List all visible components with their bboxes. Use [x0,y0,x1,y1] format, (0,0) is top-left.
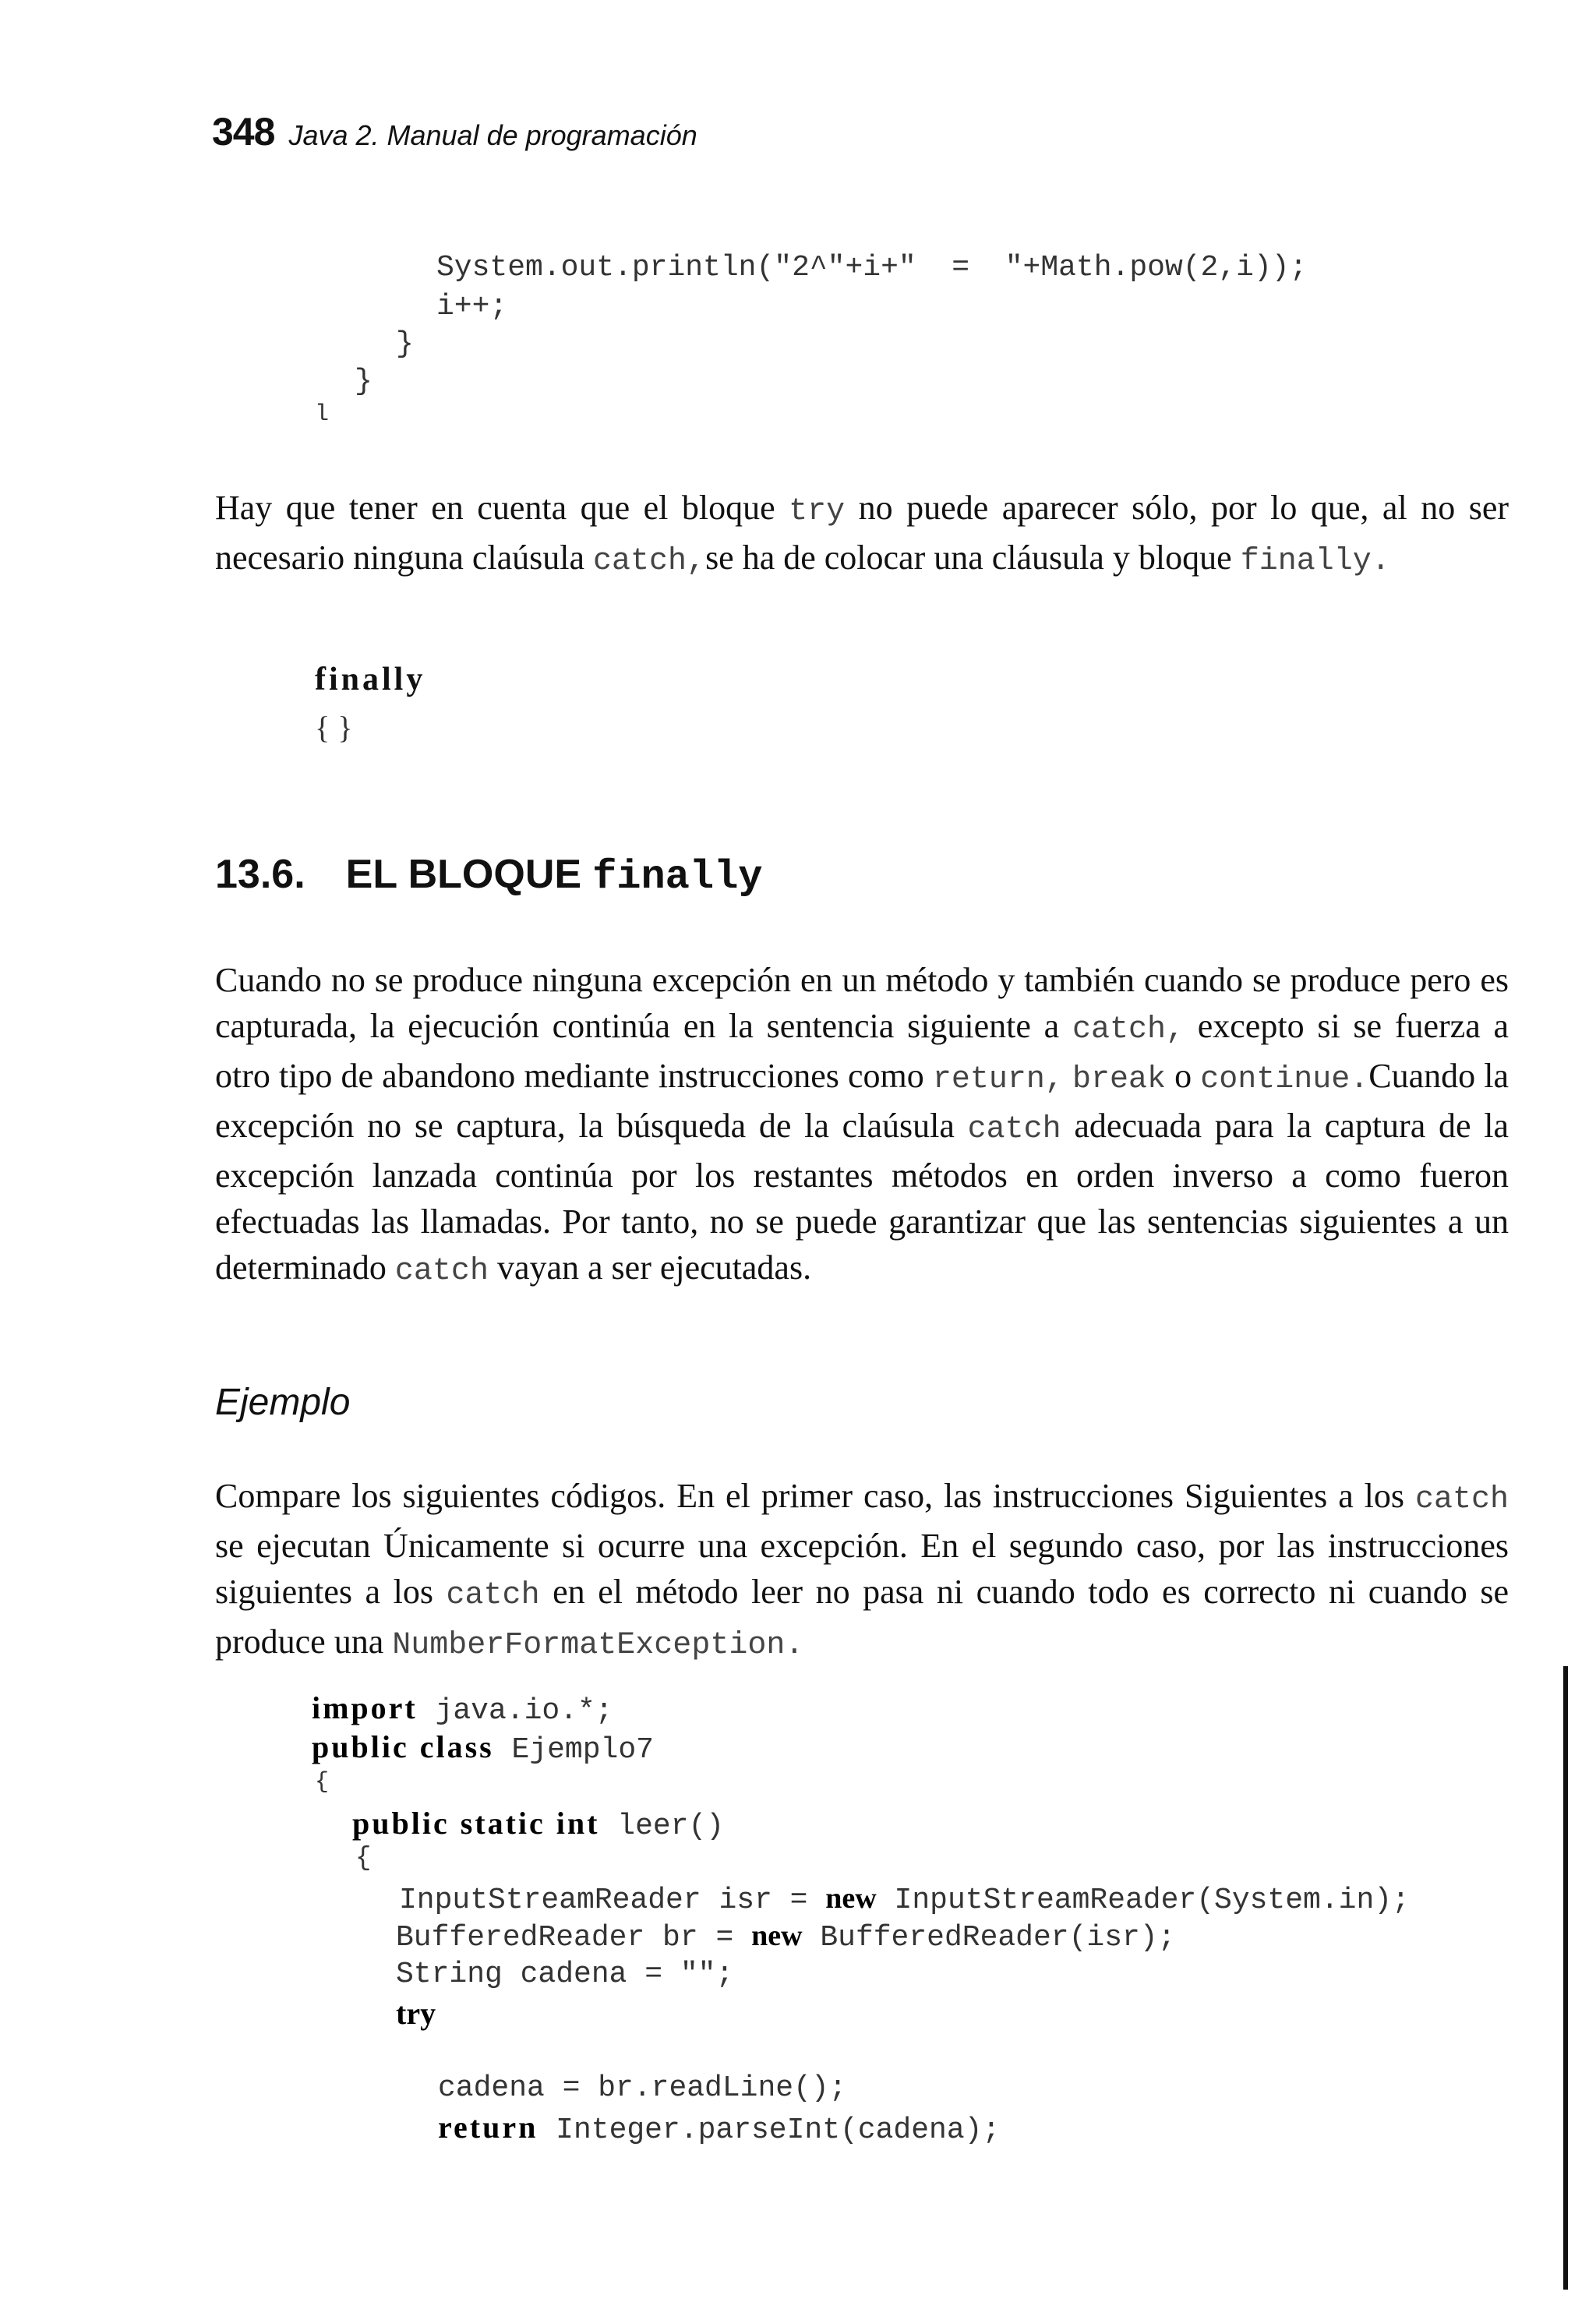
code-line: InputStreamReader isr = new InputStreamReader(System.in); [399,1882,1410,1917]
book-title: Java 2. Manual de programación [288,119,697,151]
section-number: 13.6. [215,852,305,897]
code-line: import java.io.*; [312,1690,613,1728]
section-title: EL BLOQUE [345,852,582,897]
code-line: public static int leer() [352,1806,725,1843]
paragraph-compare: Compare los siguientes códigos. En el primer caso, las instrucciones Siguientes a los catch se ejecutan Únicamente si ocurre una excepción. En el segundo caso, por las instrucciones siguientes a los catch en el método leer no pasa ni cuando todo es correcto ni cuando se produce una NumberFormatException. [215,1477,1509,1663]
code-line: try [396,1996,436,2031]
section-keyword: finally [592,854,763,900]
section-heading [215,851,763,900]
code-line: l [315,401,330,428]
code-line: cadena = br.readLine(); [438,2071,847,2105]
margin-rule [1563,1666,1568,2290]
code-line: public class Ejemplo7 [312,1729,654,1767]
finally-keyword: finally [315,662,426,697]
code-line: { [315,1769,330,1796]
code-line: return Integer.parseInt(cadena); [438,2110,1001,2147]
code-line: System.out.println("2^"+i+" = "+Math.pow(2,i)); [436,251,1308,284]
example-heading: Ejemplo [215,1382,351,1423]
page-number: 348 [212,110,275,154]
paragraph-finally-explanation: Cuando no se produce ninguna excepción en un método y también cuando se produce pero es capturada, la ejecución continúa en la sentencia siguiente a catch, excepto si se fuerza a otro tipo de abandono mediante instrucciones como return, break o continue.Cuando la excepción no se captura, la búsqueda de la claúsula catch adecuada para la captura de la excepción lanzada continúa por los restantes métodos en orden inverso a como fueron efectuadas las llamadas. Por tanto, no se puede garantizar que las sentencias siguientes a un determinado catch vayan a ser ejecutadas. [215,961,1509,1289]
code-line: { [355,1844,372,1873]
code-line: String cadena = ""; [396,1958,734,1991]
code-line: i++; [436,290,508,323]
paragraph-try-note: Hay que tener en cuenta que el bloque try no puede aparecer sólo, por lo que, al no ser necesario ninguna claúsula catch,se ha de colocar una cláusula y bloque finally. [215,489,1509,579]
code-line: } [355,365,373,398]
page-header [212,109,697,154]
code-line: BufferedReader br = new BufferedReader(isr); [396,1919,1176,1955]
finally-braces: { } [315,710,353,745]
code-line: } [396,327,414,361]
